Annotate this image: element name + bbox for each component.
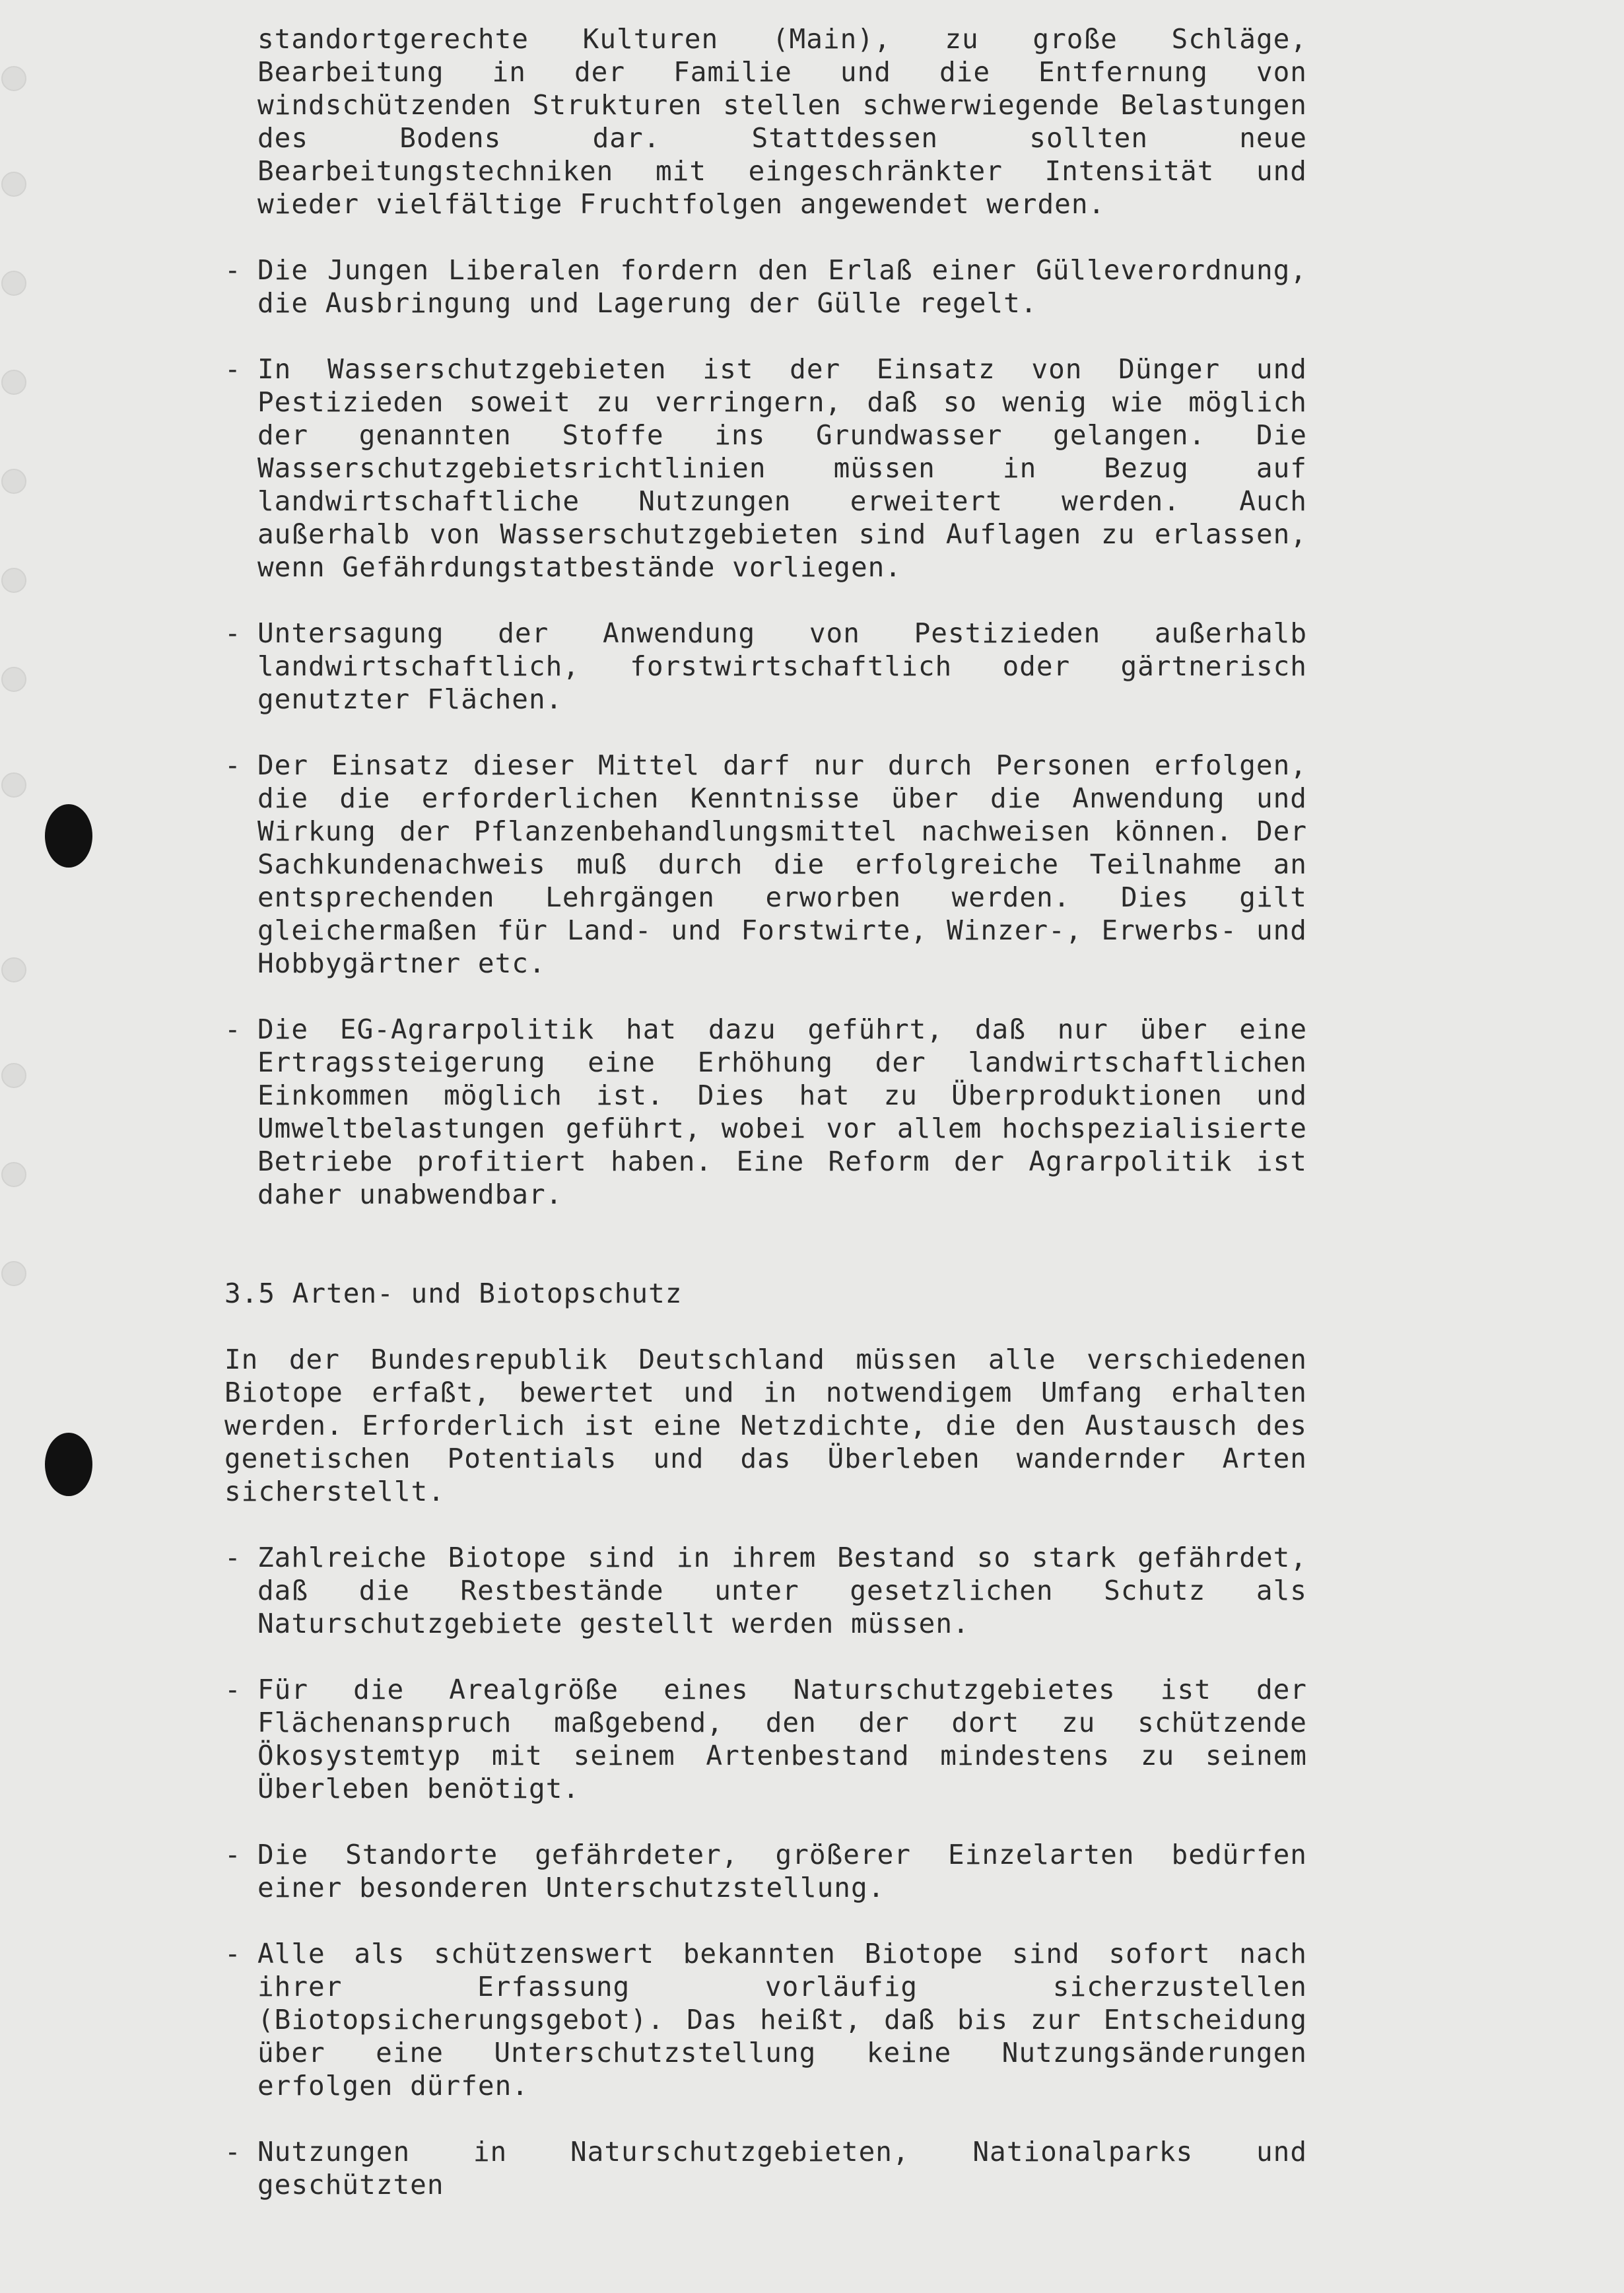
binder-hole-mark: [1, 271, 26, 296]
list-item: [224, 2135, 1307, 2201]
binder-hole-mark: [1, 568, 26, 593]
document-body: [224, 22, 1307, 2234]
binder-hole-mark: [1, 66, 26, 91]
list-item: [224, 1673, 1307, 1805]
section-heading: 3.5 Arten- und Biotopschutz: [224, 1278, 683, 1309]
list-item-text: In Wasserschutzgebieten ist der Einsatz von Dünger und Pestizieden soweit zu verringern, daß so wenig wie möglich der genannten Stoffe ins Grundwasser gelangen. Die Wasserschutzgebietsrichtlinien müssen in Bezug auf landwirtschaftliche Nutzungen erweitert werden. Auch außerhalb von Wasserschutzgebieten sind Auflagen zu erlassen, wenn Gefährdungstatbestände vorliegen.: [257, 353, 1307, 583]
binder-hole-mark: [1, 370, 26, 395]
list-item-text: Zahlreiche Biotope sind in ihrem Bestand so stark gefährdet, daß die Restbestände unter gesetzlichen Schutz als Naturschutzgebiete gestellt werden müssen.: [257, 1542, 1307, 1639]
binder-hole-mark: [1, 1063, 26, 1088]
list-item: [224, 1937, 1307, 2102]
list-item: [224, 1541, 1307, 1640]
list-item-text: Alle als schützenswert bekannten Biotope sind sofort nach ihrer Erfassung vorläufig sicherzustellen (Biotopsicherungsgebot). Das heißt, daß bis zur Entscheidung über eine Unterschutzstellung keine Nutzungsänderungen erfolgen dürfen.: [257, 1938, 1307, 2102]
list-item-text: Der Einsatz dieser Mittel darf nur durch Personen erfolgen, die die erforderlichen Kenntnisse über die Anwendung und Wirkung der Pflanzenbehandlungsmittel nachweisen können. Der Sachkundenachweis muß durch die erfolgreiche Teilnahme an entsprechenden Lehrgängen erworben werden. Dies gilt gleichermaßen für Land- und Forstwirte, Winzer-, Erwerbs- und Hobbygärtner etc.: [257, 749, 1307, 979]
list-item: [224, 254, 1307, 320]
list-item: [224, 749, 1307, 980]
bullet-dash: -: [224, 1938, 242, 1969]
list-item-text: Untersagung der Anwendung von Pestizieden außerhalb landwirtschaftlich, forstwirtschaftlich oder gärtnerisch genutzter Flächen.: [257, 617, 1307, 715]
bullet-dash: -: [224, 1674, 242, 1705]
binder-hole-mark: [1, 667, 26, 692]
section-intro: In der Bundesrepublik Deutschland müssen alle verschiedenen Biotope erfaßt, bewertet und in notwendigem Umfang erhalten werden. Erforderlich ist eine Netzdichte, die den Austausch des genetischen Potentials und das Überleben wandernder Arten sicherstellt.: [224, 1344, 1307, 1507]
list-item-text: Die Standorte gefährdeter, größerer Einzelarten bedürfen einer besonderen Unterschutzstellung.: [257, 1839, 1307, 1903]
list-item: [224, 1013, 1307, 1211]
bullet-dash: -: [224, 749, 242, 781]
bullet-dash: -: [224, 617, 242, 649]
binder-hole-mark: [1, 957, 26, 982]
list-item: [224, 1838, 1307, 1904]
bullet-dash: -: [224, 2136, 242, 2168]
list-item: [224, 617, 1307, 716]
bullet-dash: -: [224, 353, 242, 385]
bullet-dash: -: [224, 1542, 242, 1573]
binder-hole-mark: [1, 469, 26, 494]
list-item-text: Nutzungen in Naturschutzgebieten, Nationalparks und geschützten: [257, 2136, 1307, 2201]
binder-hole-mark: [1, 1162, 26, 1187]
bullet-dash: -: [224, 254, 242, 286]
binder-hole-mark: [1, 1261, 26, 1286]
list-item-text: Die Jungen Liberalen fordern den Erlaß einer Gülleverordnung, die Ausbringung und Lagerung der Gülle regelt.: [257, 254, 1307, 319]
list-item-text: Die EG-Agrarpolitik hat dazu geführt, daß nur über eine Ertragssteigerung eine Erhöhung der landwirtschaftlichen Einkommen möglich ist. Dies hat zu Überproduktionen und Umweltbelastungen geführt, wobei vor allem hochspezialisierte Betriebe profitiert haben. Eine Reform der Agrarpolitik ist daher unabwendbar.: [257, 1013, 1307, 1210]
list-item-text: Für die Arealgröße eines Naturschutzgebietes ist der Flächenanspruch maßgebend, den der dort zu schützende Ökosystemtyp mit seinem Artenbestand mindestens zu seinem Überleben benötigt.: [257, 1674, 1307, 1804]
bullet-dash: -: [224, 1013, 242, 1045]
list-item: [224, 353, 1307, 584]
bullet-dash: -: [224, 1839, 242, 1870]
punch-hole: [45, 804, 92, 868]
punch-hole: [45, 1433, 92, 1496]
intro-continuation: standortgerechte Kulturen (Main), zu große Schläge, Bearbeitung in der Familie und die Entfernung von windschützenden Strukturen stellen schwerwiegende Belastungen des Bodens dar. Stattdessen sollten neue Bearbeitungstechniken mit eingeschränkter Intensität und wieder vielfältige Fruchtfolgen angewendet werden.: [257, 23, 1307, 220]
binder-hole-mark: [1, 172, 26, 197]
binder-hole-mark: [1, 772, 26, 798]
